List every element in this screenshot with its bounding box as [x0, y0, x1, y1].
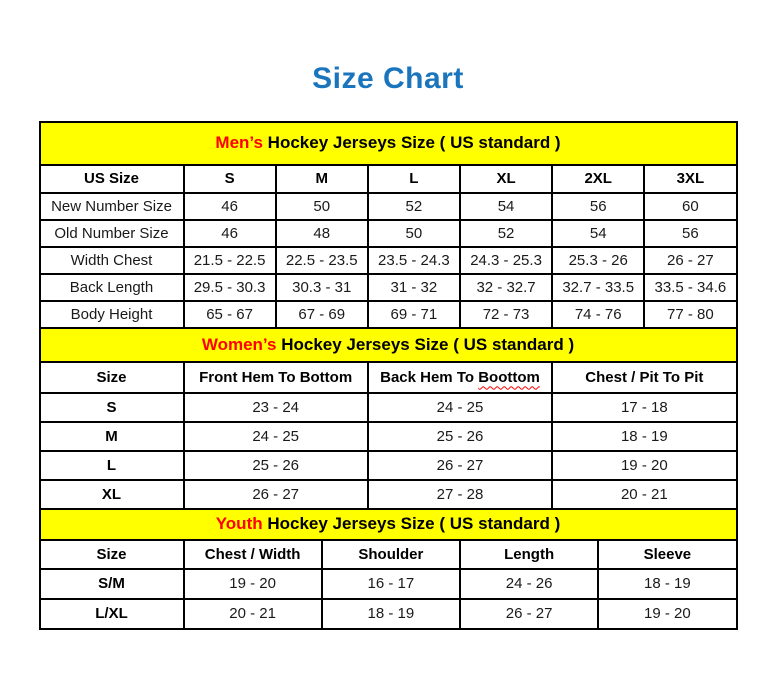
youth-column-header: Length — [460, 540, 598, 569]
mens-size-value: 69 - 71 — [368, 301, 460, 328]
womens-size-value: 19 - 20 — [552, 451, 736, 480]
youth-size-value: 18 - 19 — [598, 569, 736, 599]
youth-size-value: 19 - 20 — [184, 569, 322, 599]
youth-size-table — [39, 508, 738, 630]
womens-size-table — [39, 327, 738, 510]
mens-size-value: 29.5 - 30.3 — [184, 274, 276, 301]
mens-size-value: 23.5 - 24.3 — [368, 247, 460, 274]
youth-size-value: 18 - 19 — [322, 599, 460, 629]
mens-column-header: 3XL — [644, 165, 736, 193]
mens-size-value: 46 — [184, 193, 276, 220]
youth-size-value: 19 - 20 — [598, 599, 736, 629]
youth-size-value: 24 - 26 — [460, 569, 598, 599]
mens-size-value: 24.3 - 25.3 — [460, 247, 552, 274]
mens-table-row — [40, 193, 737, 220]
womens-size-value: 23 - 24 — [184, 393, 368, 422]
mens-table-row — [40, 274, 737, 301]
youth-column-header: Size — [40, 540, 184, 569]
mens-column-header: M — [276, 165, 368, 193]
mens-header-row — [40, 165, 737, 193]
womens-column-header: Chest / Pit To Pit — [552, 362, 736, 393]
womens-header-row — [40, 362, 737, 393]
back-hem-label-prefix: Back Hem To — [380, 368, 479, 386]
womens-row-label: M — [40, 422, 184, 451]
mens-size-value: 56 — [644, 220, 736, 247]
womens-size-value: 25 - 26 — [184, 451, 368, 480]
womens-column-header: Size — [40, 362, 184, 393]
mens-size-value: 56 — [552, 193, 644, 220]
womens-size-value: 27 - 28 — [368, 480, 552, 509]
womens-banner-row — [40, 328, 737, 362]
mens-size-value: 30.3 - 31 — [276, 274, 368, 301]
mens-size-value: 46 — [184, 220, 276, 247]
mens-banner — [40, 122, 737, 165]
youth-column-header: Shoulder — [322, 540, 460, 569]
womens-table-row — [40, 451, 737, 480]
mens-column-header: US Size — [40, 165, 184, 193]
youth-table-row — [40, 599, 737, 629]
youth-size-value: 20 - 21 — [184, 599, 322, 629]
mens-size-value: 31 - 32 — [368, 274, 460, 301]
mens-row-label: Back Length — [40, 274, 184, 301]
mens-size-value: 54 — [460, 193, 552, 220]
mens-table-row — [40, 220, 737, 247]
youth-table-row — [40, 569, 737, 599]
mens-size-value: 54 — [552, 220, 644, 247]
mens-column-header: L — [368, 165, 460, 193]
mens-row-label: Width Chest — [40, 247, 184, 274]
mens-size-table — [39, 121, 738, 329]
mens-size-value: 60 — [644, 193, 736, 220]
youth-banner-row — [40, 509, 737, 540]
womens-table-row — [40, 393, 737, 422]
womens-table-row — [40, 480, 737, 509]
mens-column-header: XL — [460, 165, 552, 193]
back-hem-misspelled-word: Boottom — [478, 368, 540, 386]
mens-size-value: 26 - 27 — [644, 247, 736, 274]
womens-size-value: 25 - 26 — [368, 422, 552, 451]
mens-row-label: Old Number Size — [40, 220, 184, 247]
womens-column-header — [368, 362, 552, 393]
page-title: Size Chart — [312, 62, 464, 95]
mens-size-value: 65 - 67 — [184, 301, 276, 328]
womens-size-value: 26 - 27 — [184, 480, 368, 509]
mens-size-value: 32 - 32.7 — [460, 274, 552, 301]
mens-table-row — [40, 247, 737, 274]
mens-row-label: New Number Size — [40, 193, 184, 220]
womens-size-value: 24 - 25 — [368, 393, 552, 422]
size-chart-tables — [39, 121, 738, 630]
womens-table-row — [40, 422, 737, 451]
mens-size-value: 77 - 80 — [644, 301, 736, 328]
youth-column-header: Sleeve — [598, 540, 736, 569]
youth-banner — [40, 509, 737, 540]
youth-size-value: 26 - 27 — [460, 599, 598, 629]
mens-size-value: 52 — [368, 193, 460, 220]
youth-column-header: Chest / Width — [184, 540, 322, 569]
mens-column-header: S — [184, 165, 276, 193]
womens-banner-title: Hockey Jerseys Size ( US standard ) — [276, 334, 575, 354]
mens-size-value: 21.5 - 22.5 — [184, 247, 276, 274]
womens-size-value: 20 - 21 — [552, 480, 736, 509]
womens-banner-accent: Women’s — [201, 334, 277, 354]
youth-banner-title: Hockey Jerseys Size ( US standard ) — [262, 514, 561, 533]
womens-row-label: L — [40, 451, 184, 480]
mens-banner-row — [40, 122, 737, 165]
youth-header-row — [40, 540, 737, 569]
womens-size-value: 17 - 18 — [552, 393, 736, 422]
mens-size-value: 74 - 76 — [552, 301, 644, 328]
womens-banner — [40, 328, 737, 362]
mens-size-value: 25.3 - 26 — [552, 247, 644, 274]
mens-row-label: Body Height — [40, 301, 184, 328]
womens-row-label: S — [40, 393, 184, 422]
youth-size-value: 16 - 17 — [322, 569, 460, 599]
mens-banner-accent: Men’s — [215, 133, 263, 152]
mens-size-value: 50 — [276, 193, 368, 220]
youth-banner-accent: Youth — [215, 514, 263, 533]
mens-banner-title: Hockey Jerseys Size ( US standard ) — [262, 133, 561, 152]
mens-size-value: 72 - 73 — [460, 301, 552, 328]
youth-row-label: L/XL — [40, 599, 184, 629]
mens-size-value: 67 - 69 — [276, 301, 368, 328]
womens-size-value: 18 - 19 — [552, 422, 736, 451]
mens-size-value: 33.5 - 34.6 — [644, 274, 736, 301]
mens-size-value: 48 — [276, 220, 368, 247]
mens-column-header: 2XL — [552, 165, 644, 193]
womens-size-value: 24 - 25 — [184, 422, 368, 451]
mens-size-value: 50 — [368, 220, 460, 247]
youth-row-label: S/M — [40, 569, 184, 599]
womens-size-value: 26 - 27 — [368, 451, 552, 480]
womens-column-header: Front Hem To Bottom — [184, 362, 368, 393]
mens-size-value: 52 — [460, 220, 552, 247]
mens-size-value: 32.7 - 33.5 — [552, 274, 644, 301]
mens-table-row — [40, 301, 737, 328]
mens-size-value: 22.5 - 23.5 — [276, 247, 368, 274]
womens-row-label: XL — [40, 480, 184, 509]
